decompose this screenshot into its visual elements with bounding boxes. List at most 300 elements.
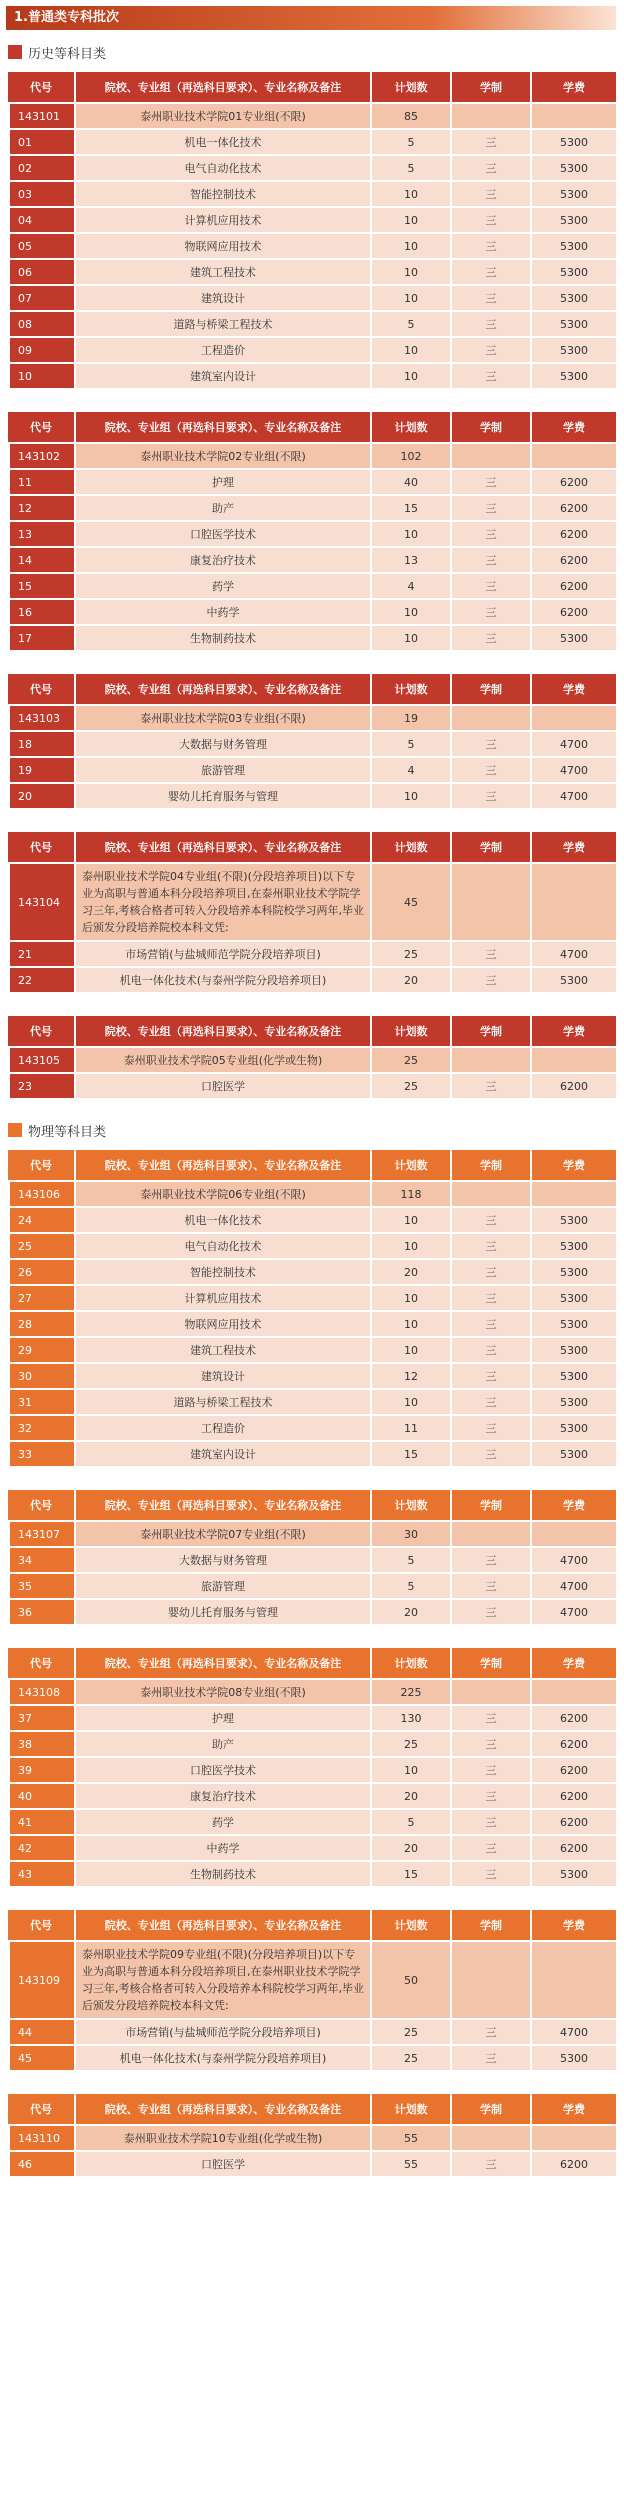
major-name: 建筑室内设计 xyxy=(74,1442,370,1466)
group-plan-count: 118 xyxy=(370,1182,450,1206)
major-name: 生物制药技术 xyxy=(74,1862,370,1886)
major-row xyxy=(8,2046,616,2070)
tuition: 5300 xyxy=(530,338,616,362)
duration: 三 xyxy=(450,732,530,756)
major-row xyxy=(8,522,616,546)
plan-count: 5 xyxy=(370,1548,450,1572)
major-row xyxy=(8,470,616,494)
tuition: 4700 xyxy=(530,784,616,808)
duration: 三 xyxy=(450,1810,530,1834)
plan-table xyxy=(8,1488,616,1626)
duration: 三 xyxy=(450,156,530,180)
tuition: 5300 xyxy=(530,260,616,284)
major-name: 口腔医学 xyxy=(74,2152,370,2176)
column-header: 学制 xyxy=(450,412,530,442)
group-row xyxy=(8,1680,616,1704)
plan-count: 12 xyxy=(370,1364,450,1388)
major-row xyxy=(8,626,616,650)
column-header: 学制 xyxy=(450,674,530,704)
major-row xyxy=(8,286,616,310)
duration: 三 xyxy=(450,758,530,782)
tuition: 5300 xyxy=(530,1208,616,1232)
major-name: 婴幼儿托育服务与管理 xyxy=(74,1600,370,1624)
major-code: 01 xyxy=(8,130,74,154)
duration: 三 xyxy=(450,2152,530,2176)
plan-table xyxy=(8,1646,616,1888)
tuition: 6200 xyxy=(530,2152,616,2176)
tuition: 6200 xyxy=(530,1810,616,1834)
plan-count: 15 xyxy=(370,1862,450,1886)
major-row xyxy=(8,338,616,362)
major-row xyxy=(8,2152,616,2176)
group-code: 143107 xyxy=(8,1522,74,1546)
major-code: 30 xyxy=(8,1364,74,1388)
major-name: 物联网应用技术 xyxy=(74,234,370,258)
column-header: 学费 xyxy=(530,674,616,704)
plan-table xyxy=(8,830,616,994)
major-code: 18 xyxy=(8,732,74,756)
plan-count: 5 xyxy=(370,130,450,154)
group-code: 143101 xyxy=(8,104,74,128)
column-header: 代号 xyxy=(8,1490,74,1520)
major-row xyxy=(8,1732,616,1756)
tuition: 4700 xyxy=(530,1574,616,1598)
tuition: 5300 xyxy=(530,2046,616,2070)
group-name: 泰州职业技术学院07专业组(不限) xyxy=(74,1522,370,1546)
plan-count: 15 xyxy=(370,496,450,520)
plan-count: 55 xyxy=(370,2152,450,2176)
major-name: 机电一体化技术(与泰州学院分段培养项目) xyxy=(74,2046,370,2070)
duration: 三 xyxy=(450,626,530,650)
group-tuition xyxy=(530,104,616,128)
column-header: 计划数 xyxy=(370,1910,450,1940)
plan-count: 40 xyxy=(370,470,450,494)
tuition: 4700 xyxy=(530,1600,616,1624)
major-code: 06 xyxy=(8,260,74,284)
duration: 三 xyxy=(450,1208,530,1232)
group-plan-count: 45 xyxy=(370,864,450,940)
group-row xyxy=(8,706,616,730)
major-code: 25 xyxy=(8,1234,74,1258)
group-code: 143109 xyxy=(8,1942,74,2018)
column-header: 学费 xyxy=(530,1016,616,1046)
major-code: 26 xyxy=(8,1260,74,1284)
column-header: 院校、专业组（再选科目要求）、专业名称及备注 xyxy=(74,674,370,704)
major-row xyxy=(8,1706,616,1730)
duration: 三 xyxy=(450,1286,530,1310)
group-name: 泰州职业技术学院10专业组(化学或生物) xyxy=(74,2126,370,2150)
major-code: 36 xyxy=(8,1600,74,1624)
plan-count: 10 xyxy=(370,784,450,808)
plan-count: 20 xyxy=(370,1836,450,1860)
column-header: 代号 xyxy=(8,2094,74,2124)
duration: 三 xyxy=(450,312,530,336)
major-name: 智能控制技术 xyxy=(74,1260,370,1284)
column-header: 学制 xyxy=(450,1150,530,1180)
column-header: 计划数 xyxy=(370,72,450,102)
major-code: 17 xyxy=(8,626,74,650)
major-code: 15 xyxy=(8,574,74,598)
plan-count: 10 xyxy=(370,1758,450,1782)
group-plan-count: 225 xyxy=(370,1680,450,1704)
major-name: 旅游管理 xyxy=(74,758,370,782)
major-row xyxy=(8,1312,616,1336)
group-duration xyxy=(450,444,530,468)
tuition: 5300 xyxy=(530,626,616,650)
duration: 三 xyxy=(450,1312,530,1336)
group-duration xyxy=(450,1522,530,1546)
duration: 三 xyxy=(450,600,530,624)
major-name: 建筑设计 xyxy=(74,286,370,310)
group-plan-count: 85 xyxy=(370,104,450,128)
column-header: 院校、专业组（再选科目要求）、专业名称及备注 xyxy=(74,1490,370,1520)
group-name: 泰州职业技术学院05专业组(化学或生物) xyxy=(74,1048,370,1072)
duration: 三 xyxy=(450,2046,530,2070)
duration: 三 xyxy=(450,1442,530,1466)
duration: 三 xyxy=(450,2020,530,2044)
plan-count: 10 xyxy=(370,1390,450,1414)
duration: 三 xyxy=(450,968,530,992)
group-duration xyxy=(450,104,530,128)
column-header: 计划数 xyxy=(370,1648,450,1678)
major-name: 中药学 xyxy=(74,600,370,624)
tuition: 6200 xyxy=(530,1732,616,1756)
group-duration xyxy=(450,1680,530,1704)
tuition: 4700 xyxy=(530,2020,616,2044)
group-duration xyxy=(450,706,530,730)
tuition: 6200 xyxy=(530,1836,616,1860)
major-name: 市场营销(与盐城师范学院分段培养项目) xyxy=(74,942,370,966)
major-code: 14 xyxy=(8,548,74,572)
group-duration xyxy=(450,1942,530,2018)
major-code: 32 xyxy=(8,1416,74,1440)
plan-count: 15 xyxy=(370,1442,450,1466)
plan-count: 10 xyxy=(370,1286,450,1310)
major-name: 物联网应用技术 xyxy=(74,1312,370,1336)
tuition: 5300 xyxy=(530,182,616,206)
duration: 三 xyxy=(450,1732,530,1756)
column-header: 院校、专业组（再选科目要求）、专业名称及备注 xyxy=(74,72,370,102)
column-header: 计划数 xyxy=(370,1490,450,1520)
major-name: 药学 xyxy=(74,1810,370,1834)
duration: 三 xyxy=(450,1784,530,1808)
group-name: 泰州职业技术学院09专业组(不限)(分段培养项目)以下专业为高职与普通本科分段培养项目,在泰州职业技术学院学习三年,考核合格者可转入分段培养本科院校学习两年,毕业后颁发分段培养院校本科文凭: xyxy=(74,1942,370,2018)
major-name: 建筑室内设计 xyxy=(74,364,370,388)
major-row xyxy=(8,1416,616,1440)
tuition: 6200 xyxy=(530,574,616,598)
plan-table xyxy=(8,672,616,810)
major-code: 03 xyxy=(8,182,74,206)
plan-count: 25 xyxy=(370,1732,450,1756)
column-header: 学费 xyxy=(530,2094,616,2124)
major-row xyxy=(8,156,616,180)
group-plan-count: 102 xyxy=(370,444,450,468)
table-header-row xyxy=(8,1490,616,1520)
major-code: 04 xyxy=(8,208,74,232)
duration: 三 xyxy=(450,1758,530,1782)
major-code: 42 xyxy=(8,1836,74,1860)
major-code: 39 xyxy=(8,1758,74,1782)
major-row xyxy=(8,600,616,624)
group-row xyxy=(8,2126,616,2150)
major-code: 40 xyxy=(8,1784,74,1808)
major-row xyxy=(8,548,616,572)
major-name: 药学 xyxy=(74,574,370,598)
major-code: 37 xyxy=(8,1706,74,1730)
major-name: 工程造价 xyxy=(74,338,370,362)
duration: 三 xyxy=(450,1390,530,1414)
plan-count: 25 xyxy=(370,2046,450,2070)
column-header: 学费 xyxy=(530,412,616,442)
plan-count: 5 xyxy=(370,1574,450,1598)
plan-count: 5 xyxy=(370,1810,450,1834)
duration: 三 xyxy=(450,1836,530,1860)
major-name: 道路与桥梁工程技术 xyxy=(74,312,370,336)
major-code: 27 xyxy=(8,1286,74,1310)
table-header-row xyxy=(8,1910,616,1940)
major-name: 生物制药技术 xyxy=(74,626,370,650)
major-row xyxy=(8,1390,616,1414)
column-header: 学制 xyxy=(450,1910,530,1940)
plan-table xyxy=(8,1148,616,1468)
group-tuition xyxy=(530,1182,616,1206)
plan-count: 10 xyxy=(370,522,450,546)
group-code: 143102 xyxy=(8,444,74,468)
plan-count: 10 xyxy=(370,208,450,232)
major-code: 28 xyxy=(8,1312,74,1336)
duration: 三 xyxy=(450,338,530,362)
duration: 三 xyxy=(450,1862,530,1886)
major-code: 41 xyxy=(8,1810,74,1834)
column-header: 计划数 xyxy=(370,2094,450,2124)
column-header: 院校、专业组（再选科目要求）、专业名称及备注 xyxy=(74,412,370,442)
duration: 三 xyxy=(450,1364,530,1388)
column-header: 代号 xyxy=(8,832,74,862)
duration: 三 xyxy=(450,234,530,258)
group-plan-count: 30 xyxy=(370,1522,450,1546)
section-marker-icon xyxy=(8,45,22,59)
major-code: 21 xyxy=(8,942,74,966)
major-row xyxy=(8,182,616,206)
section-heading xyxy=(8,42,624,62)
tuition: 6200 xyxy=(530,600,616,624)
column-header: 学制 xyxy=(450,832,530,862)
duration: 三 xyxy=(450,1074,530,1098)
major-name: 大数据与财务管理 xyxy=(74,732,370,756)
duration: 三 xyxy=(450,1338,530,1362)
major-code: 13 xyxy=(8,522,74,546)
duration: 三 xyxy=(450,1574,530,1598)
tuition: 5300 xyxy=(530,364,616,388)
column-header: 院校、专业组（再选科目要求）、专业名称及备注 xyxy=(74,832,370,862)
group-tuition xyxy=(530,2126,616,2150)
duration: 三 xyxy=(450,364,530,388)
plan-count: 10 xyxy=(370,626,450,650)
table-header-row xyxy=(8,2094,616,2124)
duration: 三 xyxy=(450,574,530,598)
major-name: 道路与桥梁工程技术 xyxy=(74,1390,370,1414)
plan-count: 10 xyxy=(370,1208,450,1232)
major-name: 康复治疗技术 xyxy=(74,1784,370,1808)
plan-count: 4 xyxy=(370,574,450,598)
major-code: 24 xyxy=(8,1208,74,1232)
duration: 三 xyxy=(450,1260,530,1284)
group-code: 143110 xyxy=(8,2126,74,2150)
tuition: 5300 xyxy=(530,1364,616,1388)
column-header: 学费 xyxy=(530,1490,616,1520)
tuition: 5300 xyxy=(530,1260,616,1284)
major-row xyxy=(8,1574,616,1598)
major-row xyxy=(8,1286,616,1310)
duration: 三 xyxy=(450,1548,530,1572)
major-row xyxy=(8,260,616,284)
major-name: 机电一体化技术(与泰州学院分段培养项目) xyxy=(74,968,370,992)
plan-table xyxy=(8,1014,616,1100)
major-code: 44 xyxy=(8,2020,74,2044)
tuition: 5300 xyxy=(530,286,616,310)
group-row xyxy=(8,1048,616,1072)
column-header: 计划数 xyxy=(370,412,450,442)
major-name: 建筑设计 xyxy=(74,1364,370,1388)
tuition: 5300 xyxy=(530,1416,616,1440)
major-row xyxy=(8,208,616,232)
plan-count: 25 xyxy=(370,1074,450,1098)
table-header-row xyxy=(8,674,616,704)
table-header-row xyxy=(8,412,616,442)
group-tuition xyxy=(530,1048,616,1072)
plan-count: 10 xyxy=(370,260,450,284)
tuition: 5300 xyxy=(530,1286,616,1310)
column-header: 代号 xyxy=(8,1016,74,1046)
column-header: 代号 xyxy=(8,1910,74,1940)
major-name: 大数据与财务管理 xyxy=(74,1548,370,1572)
tuition: 5300 xyxy=(530,1234,616,1258)
major-name: 计算机应用技术 xyxy=(74,1286,370,1310)
tuition: 4700 xyxy=(530,758,616,782)
column-header: 学费 xyxy=(530,832,616,862)
plan-count: 10 xyxy=(370,1338,450,1362)
plan-count: 20 xyxy=(370,1784,450,1808)
plan-count: 25 xyxy=(370,2020,450,2044)
major-row xyxy=(8,1836,616,1860)
group-code: 143104 xyxy=(8,864,74,940)
plan-table xyxy=(8,2092,616,2178)
column-header: 学费 xyxy=(530,1910,616,1940)
column-header: 代号 xyxy=(8,1648,74,1678)
major-row xyxy=(8,1234,616,1258)
column-header: 学制 xyxy=(450,1016,530,1046)
plan-count: 10 xyxy=(370,364,450,388)
major-name: 市场营销(与盐城师范学院分段培养项目) xyxy=(74,2020,370,2044)
major-row xyxy=(8,1260,616,1284)
major-row xyxy=(8,574,616,598)
group-tuition xyxy=(530,444,616,468)
major-name: 旅游管理 xyxy=(74,1574,370,1598)
group-code: 143103 xyxy=(8,706,74,730)
plan-count: 10 xyxy=(370,600,450,624)
major-code: 16 xyxy=(8,600,74,624)
major-row xyxy=(8,1600,616,1624)
group-tuition xyxy=(530,1942,616,2018)
tuition: 6200 xyxy=(530,1784,616,1808)
major-code: 22 xyxy=(8,968,74,992)
plan-count: 11 xyxy=(370,1416,450,1440)
major-code: 29 xyxy=(8,1338,74,1362)
major-row xyxy=(8,130,616,154)
table-header-row xyxy=(8,1016,616,1046)
tuition: 6200 xyxy=(530,1758,616,1782)
major-code: 46 xyxy=(8,2152,74,2176)
plan-count: 20 xyxy=(370,1600,450,1624)
page-title: 1.普通类专科批次 xyxy=(6,6,616,30)
tuition: 6200 xyxy=(530,1074,616,1098)
major-row xyxy=(8,1758,616,1782)
group-name: 泰州职业技术学院06专业组(不限) xyxy=(74,1182,370,1206)
column-header: 院校、专业组（再选科目要求）、专业名称及备注 xyxy=(74,1016,370,1046)
major-code: 45 xyxy=(8,2046,74,2070)
major-code: 33 xyxy=(8,1442,74,1466)
major-code: 12 xyxy=(8,496,74,520)
group-tuition xyxy=(530,1680,616,1704)
major-code: 10 xyxy=(8,364,74,388)
major-code: 35 xyxy=(8,1574,74,1598)
tuition: 6200 xyxy=(530,522,616,546)
major-row xyxy=(8,758,616,782)
plan-count: 10 xyxy=(370,234,450,258)
plan-count: 25 xyxy=(370,942,450,966)
column-header: 学费 xyxy=(530,1648,616,1678)
plan-count: 5 xyxy=(370,312,450,336)
plan-count: 10 xyxy=(370,286,450,310)
duration: 三 xyxy=(450,470,530,494)
group-row xyxy=(8,1942,616,2018)
group-tuition xyxy=(530,706,616,730)
group-name: 泰州职业技术学院02专业组(不限) xyxy=(74,444,370,468)
table-header-row xyxy=(8,1150,616,1180)
column-header: 学制 xyxy=(450,1648,530,1678)
major-row xyxy=(8,1338,616,1362)
major-name: 机电一体化技术 xyxy=(74,130,370,154)
tuition: 5300 xyxy=(530,968,616,992)
table-header-row xyxy=(8,832,616,862)
group-duration xyxy=(450,1048,530,1072)
group-tuition xyxy=(530,1522,616,1546)
major-row xyxy=(8,1442,616,1466)
major-code: 02 xyxy=(8,156,74,180)
duration: 三 xyxy=(450,784,530,808)
major-name: 智能控制技术 xyxy=(74,182,370,206)
column-header: 院校、专业组（再选科目要求）、专业名称及备注 xyxy=(74,1910,370,1940)
column-header: 计划数 xyxy=(370,832,450,862)
major-row xyxy=(8,1208,616,1232)
plan-count: 10 xyxy=(370,1312,450,1336)
major-name: 工程造价 xyxy=(74,1416,370,1440)
duration: 三 xyxy=(450,942,530,966)
major-row xyxy=(8,364,616,388)
plan-count: 10 xyxy=(370,338,450,362)
tuition: 6200 xyxy=(530,1706,616,1730)
major-row xyxy=(8,1074,616,1098)
major-code: 20 xyxy=(8,784,74,808)
major-name: 机电一体化技术 xyxy=(74,1208,370,1232)
major-name: 婴幼儿托育服务与管理 xyxy=(74,784,370,808)
major-name: 助产 xyxy=(74,496,370,520)
group-code: 143106 xyxy=(8,1182,74,1206)
group-row xyxy=(8,1522,616,1546)
column-header: 代号 xyxy=(8,1150,74,1180)
group-duration xyxy=(450,1182,530,1206)
column-header: 代号 xyxy=(8,674,74,704)
